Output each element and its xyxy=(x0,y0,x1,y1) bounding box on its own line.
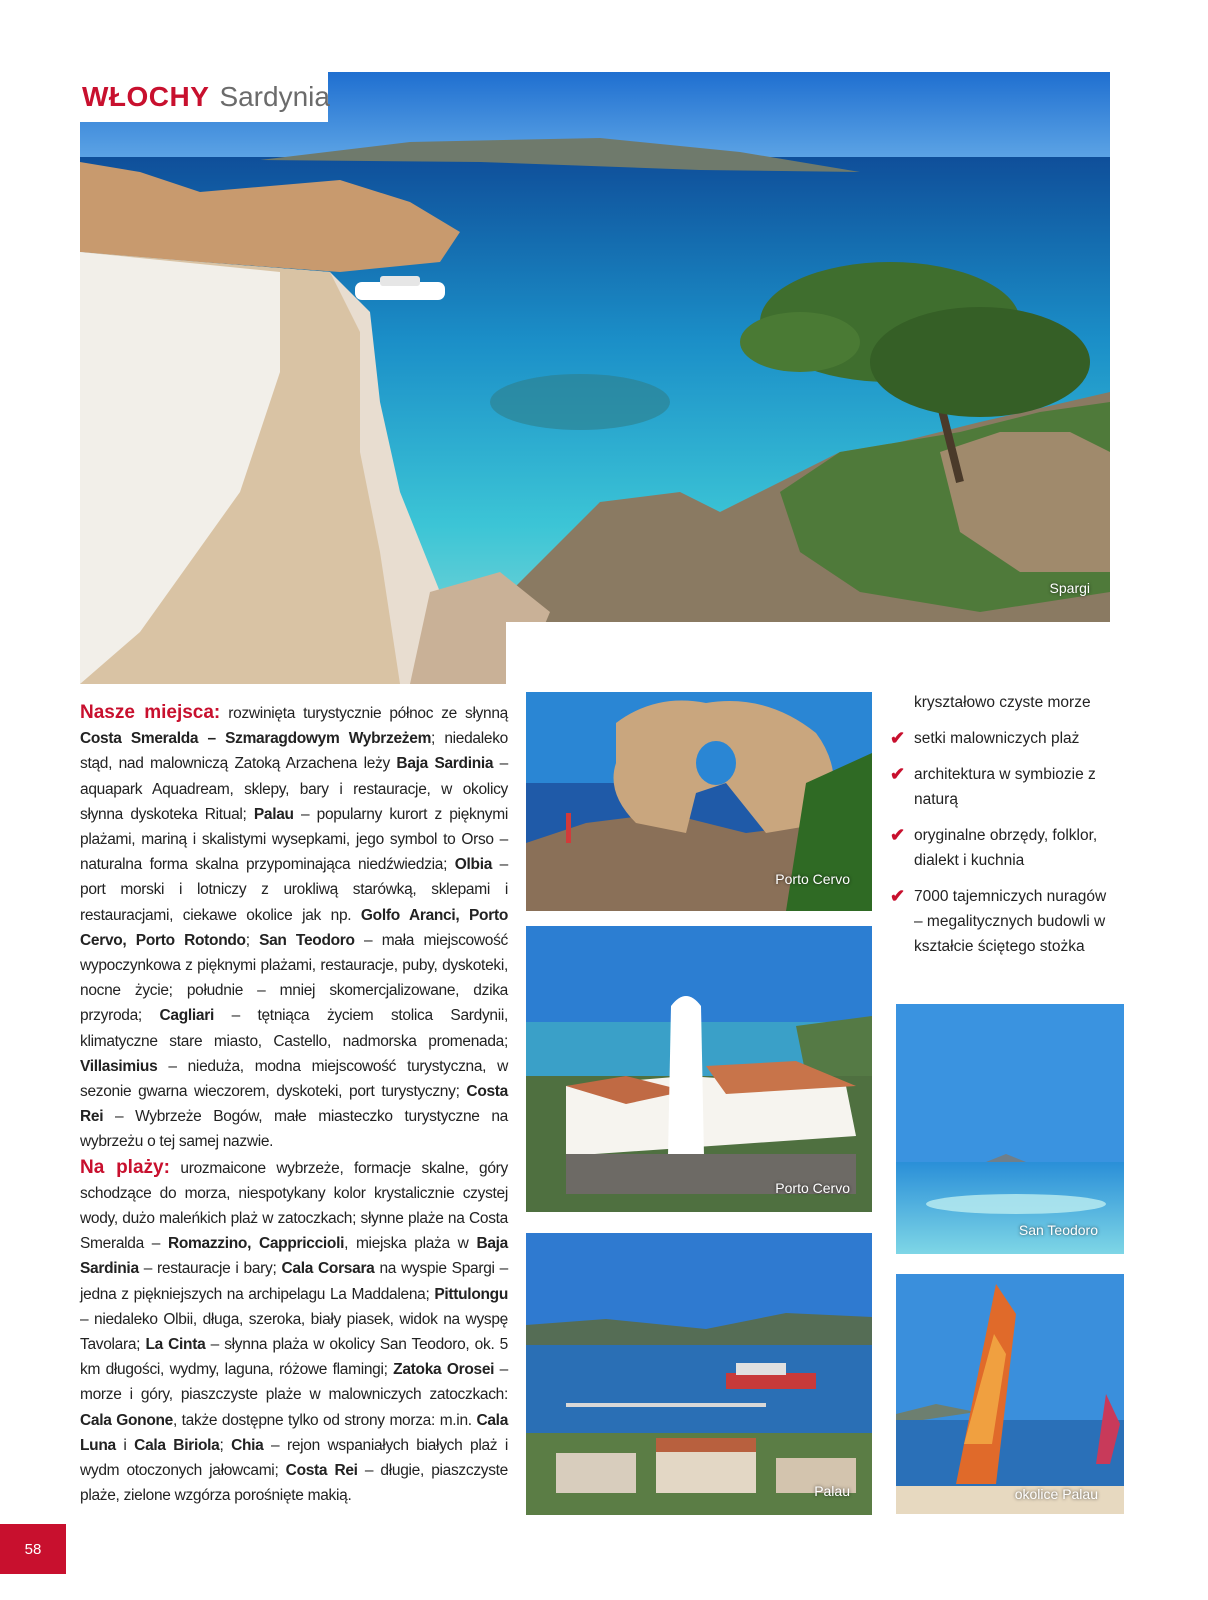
photo-okolice-palau xyxy=(896,1274,1124,1514)
highlight-item: ✔ setki malowniczych plaż xyxy=(890,726,1112,751)
section-beaches: Na plaży: urozmaicone wybrzeże, formacje skalne, góry schodzące do morza, niespotykany kolor krystalicznie czystej wody, dużo maleńkich plaż w zatoczkach; słynne plaże na Costa Smeralda – Romazzino, Cappriccioli, miejska plaża w Baja Sardinia – restauracje i bary; Cala Corsara na wyspie Spargi – jedna z piękniejszych na archipelagu La Maddalena; Pittulongu – niedaleko Olbii, długa, szeroka, biały piasek, widok na wyspę Tavolara; La Cinta – słynna plaża w okolicy San Teodoro, ok. 5 km długości, wydmy, laguna, różowe flamingi; Zatoka Orosei – morze i góry, piaszczyste plaże w malowniczych zatoczkach: Cala Gonone, także dostępne tylko od strony morza: m.in. Cala Luna i Cala Biriola; Chia – rejon wspaniałych białych plaż i wydm otoczonych jałowcami; Costa Rei – długie, piaszczyste plaże, zielone wzgórza porośnięte makią. xyxy=(80,1156,509,1505)
check-icon: ✔ xyxy=(890,825,906,845)
check-icon: ✔ xyxy=(890,764,906,784)
heading-beaches: Na plaży: xyxy=(80,1156,170,1178)
page-number: 58 xyxy=(0,1524,66,1574)
caption-spargi: Spargi xyxy=(1049,580,1090,596)
caption-okolice-palau: okolice Palau xyxy=(1014,1486,1098,1502)
highlight-item: ✔ architektura w symbiozie z naturą xyxy=(890,764,1096,808)
photo-san-teodoro xyxy=(896,1004,1124,1254)
windsurf-illustration xyxy=(896,1274,1124,1514)
beach-illustration xyxy=(896,1004,1124,1254)
layout-mask xyxy=(506,622,1126,692)
title-region: Sardynia xyxy=(219,81,330,112)
highlight-item: ✔ oryginalne obrzędy, folklor, dialekt i kuchnia xyxy=(890,825,1098,869)
photo-palau xyxy=(526,1233,872,1515)
caption-porto-cervo-1: Porto Cervo xyxy=(775,871,850,887)
caption-san-teodoro: San Teodoro xyxy=(1018,1222,1098,1238)
spargi-illustration xyxy=(80,72,1110,684)
check-icon: ✔ xyxy=(890,728,906,748)
highlight-item: ✔ 7000 tajemniczych nuragów – megalitycznych budowli w kształcie ściętego stożka xyxy=(890,886,1107,955)
church-illustration xyxy=(526,926,872,1212)
harbour-illustration xyxy=(526,1233,872,1515)
title-country: WŁOCHY xyxy=(82,81,210,112)
main-photo-spargi xyxy=(80,72,1110,684)
highlight-item: kryształowo czyste morze xyxy=(890,640,1112,715)
article-text xyxy=(80,700,508,1509)
heading-places: Nasze miejsca: xyxy=(80,702,221,723)
caption-porto-cervo-2: Porto Cervo xyxy=(775,1180,850,1196)
caption-palau: Palau xyxy=(814,1483,850,1499)
section-places: Nasze miejsca: rozwinięta turystycznie północ ze słynną Costa Smeralda – Szmaragdowym Wybrzeżem; niedaleko stąd, nad malowniczą Zatoką Arzachena leży Baja Sardinia – aquapark Aquadream, sklepy, bary i restauracje, w okolicy słynna dyskoteka Ritual; Palau – popularny kurort z pięknymi plażami, mariną i skalistymi wysepkami, jego symbol to Orso – naturalna forma skalna przypominająca niedźwiedzia; Olbia – port morski i lotniczy z urokliwą starówką, sklepami i restauracjami, ciekawe okolice jak np. Golfo Aranci, Porto Cervo, Porto Rotondo; San Teodoro – mała miejscowość wypoczynkowa z pięknymi plażami, restauracje, puby, dyskoteki, nocne życie; południe – mniej skomercjalizowane, dzika przyroda; Cagliari – tętniąca życiem stolica Sardynii, klimatyczne stare miasto, Castello, nadmorska promenada; Villasimius – nieduża, modna miejscowość turystyczna, w sezonie gwarna wieczorem, dyskoteki, port turystyczny; Costa Rei – Wybrzeże Bogów, małe miasteczko turystyczne na wybrzeżu o tej samej nazwie. xyxy=(80,702,509,1151)
check-icon: ✔ xyxy=(890,886,906,906)
photo-porto-cervo-church xyxy=(526,926,872,1212)
page-title xyxy=(80,72,328,122)
